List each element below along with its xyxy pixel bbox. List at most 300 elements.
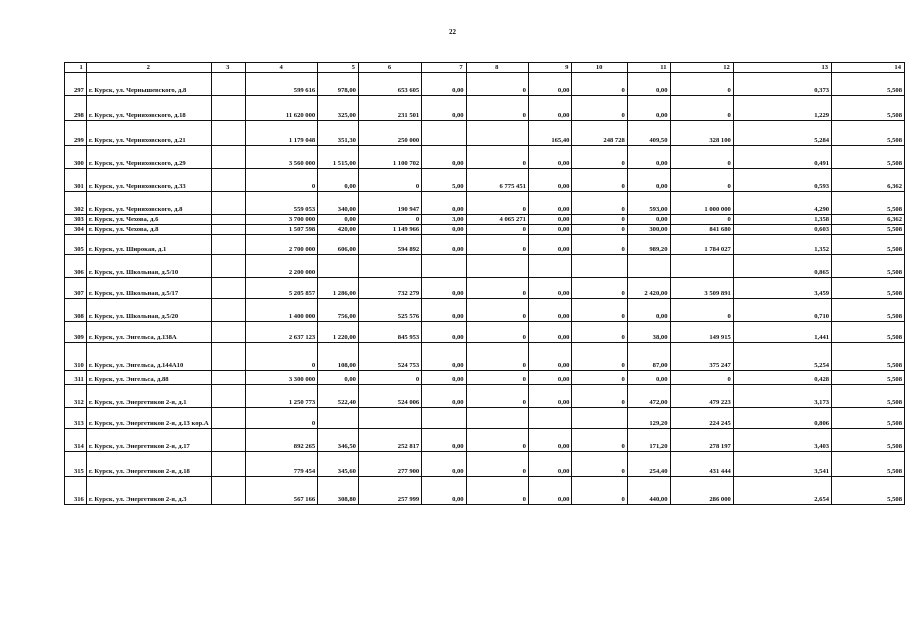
row-number-cell: 299 [65,121,87,146]
value-cell-c7: 0,00 [422,477,466,505]
value-cell-c13: 0,491 [733,146,831,169]
value-cell-c10: 0 [572,192,627,215]
value-cell-c3 [211,477,245,505]
table-row [65,477,905,505]
value-cell-c13: 0,593 [733,169,831,192]
value-cell-c7: 0,00 [422,192,466,215]
value-cell-c14: 5,508 [832,278,905,299]
value-cell-c8: 0 [466,73,528,96]
value-cell-c4: 2 637 123 [246,322,318,343]
value-cell-c11: 254,40 [627,452,670,477]
address-cell: г. Курск, ул. Энергетиков 2-я, д.17 [86,429,211,452]
value-cell-c12: 0 [670,96,733,121]
value-cell-c9: 0,00 [528,73,572,96]
value-cell-c10: 0 [572,146,627,169]
value-cell-c4: 5 205 857 [246,278,318,299]
value-cell-c4: 779 454 [246,452,318,477]
value-cell-c10: 0 [572,322,627,343]
value-cell-c3 [211,225,245,235]
value-cell-c14: 5,508 [832,146,905,169]
table-row [65,121,905,146]
address-cell: г. Курск, ул. Черняховского, д.29 [86,146,211,169]
value-cell-c8: 0 [466,278,528,299]
value-cell-c12: 3 509 891 [670,278,733,299]
value-cell-c14: 5,508 [832,299,905,322]
value-cell-c3 [211,192,245,215]
value-cell-c6: 250 000 [358,121,421,146]
value-cell-c10: 0 [572,385,627,408]
value-cell-c13: 4,290 [733,192,831,215]
value-cell-c3 [211,452,245,477]
value-cell-c4: 0 [246,408,318,429]
value-cell-c8: 0 [466,322,528,343]
value-cell-c13: 1,358 [733,215,831,225]
value-cell-c5: 308,80 [318,477,359,505]
value-cell-c9 [528,408,572,429]
table-row [65,225,905,235]
value-cell-c8: 0 [466,429,528,452]
value-cell-c11: 129,20 [627,408,670,429]
column-header: 3 [211,63,245,73]
value-cell-c10: 0 [572,73,627,96]
value-cell-c11: 0,00 [627,96,670,121]
value-cell-c12: 278 197 [670,429,733,452]
value-cell-c8 [466,408,528,429]
value-cell-c10: 0 [572,452,627,477]
value-cell-c6: 732 279 [358,278,421,299]
value-cell-c12 [670,255,733,278]
value-cell-c5: 340,00 [318,192,359,215]
value-cell-c6: 257 999 [358,477,421,505]
value-cell-c12: 1 784 027 [670,235,733,255]
value-cell-c9: 165,40 [528,121,572,146]
value-cell-c7: 0,00 [422,225,466,235]
row-number-cell: 310 [65,343,87,371]
row-number-cell: 309 [65,322,87,343]
value-cell-c11: 0,00 [627,169,670,192]
value-cell-c5: 0,00 [318,215,359,225]
value-cell-c6 [358,408,421,429]
value-cell-c8: 0 [466,225,528,235]
table-row [65,215,905,225]
data-table [64,62,905,505]
value-cell-c13: 0,373 [733,73,831,96]
value-cell-c9: 0,00 [528,371,572,385]
value-cell-c4: 3 560 000 [246,146,318,169]
value-cell-c5: 606,00 [318,235,359,255]
column-header: 13 [733,63,831,73]
value-cell-c9: 0,00 [528,385,572,408]
value-cell-c11: 593,00 [627,192,670,215]
value-cell-c5: 1 286,00 [318,278,359,299]
value-cell-c12: 149 915 [670,322,733,343]
value-cell-c12: 431 444 [670,452,733,477]
value-cell-c13: 0,806 [733,408,831,429]
value-cell-c14: 5,508 [832,255,905,278]
row-number-cell: 302 [65,192,87,215]
address-cell: г. Курск, ул. Энергетиков 2-я, д.13 кор.А [86,408,211,429]
value-cell-c3 [211,121,245,146]
value-cell-c4: 3 300 000 [246,371,318,385]
value-cell-c8: 0 [466,477,528,505]
value-cell-c3 [211,169,245,192]
address-cell: г. Курск, ул. Черняховского, д.18 [86,96,211,121]
value-cell-c7: 0,00 [422,96,466,121]
value-cell-c13: 0,603 [733,225,831,235]
value-cell-c8 [466,121,528,146]
value-cell-c5 [318,255,359,278]
address-cell: г. Курск, ул. Школьная, д.5/10 [86,255,211,278]
address-cell: г. Курск, ул. Черняховского, д.33 [86,169,211,192]
value-cell-c14: 5,508 [832,96,905,121]
value-cell-c4: 1 400 000 [246,299,318,322]
value-cell-c8: 0 [466,192,528,215]
value-cell-c13: 1,352 [733,235,831,255]
address-cell: г. Курск, ул. Энгельса, д.88 [86,371,211,385]
value-cell-c6 [358,255,421,278]
value-cell-c12: 0 [670,215,733,225]
value-cell-c4: 1 179 048 [246,121,318,146]
value-cell-c14: 5,508 [832,322,905,343]
value-cell-c8: 0 [466,96,528,121]
value-cell-c14: 5,508 [832,452,905,477]
table-row [65,146,905,169]
value-cell-c6: 231 501 [358,96,421,121]
value-cell-c10: 0 [572,299,627,322]
address-cell: г. Курск, ул. Школьная, д.5/20 [86,299,211,322]
column-header: 4 [246,63,318,73]
value-cell-c11 [627,255,670,278]
column-header: 6 [358,63,421,73]
table-row [65,192,905,215]
value-cell-c5: 1 515,00 [318,146,359,169]
value-cell-c10: 248 728 [572,121,627,146]
value-cell-c14: 6,362 [832,215,905,225]
value-cell-c12: 479 223 [670,385,733,408]
value-cell-c3 [211,96,245,121]
value-cell-c13: 3,173 [733,385,831,408]
value-cell-c3 [211,408,245,429]
value-cell-c11: 87,00 [627,343,670,371]
value-cell-c11: 440,00 [627,477,670,505]
value-cell-c12: 224 245 [670,408,733,429]
value-cell-c13: 0,428 [733,371,831,385]
value-cell-c7: 0,00 [422,322,466,343]
value-cell-c13: 0,865 [733,255,831,278]
value-cell-c4: 892 265 [246,429,318,452]
value-cell-c14: 5,508 [832,477,905,505]
table-row [65,322,905,343]
value-cell-c13: 3,541 [733,452,831,477]
value-cell-c5: 420,00 [318,225,359,235]
value-cell-c6: 525 576 [358,299,421,322]
row-number-cell: 311 [65,371,87,385]
table-row [65,255,905,278]
value-cell-c10: 0 [572,235,627,255]
value-cell-c11: 0,00 [627,146,670,169]
value-cell-c7: 0,00 [422,385,466,408]
value-cell-c5: 756,00 [318,299,359,322]
value-cell-c14: 5,508 [832,429,905,452]
value-cell-c4: 1 507 598 [246,225,318,235]
address-cell: г. Курск, ул. Энергетиков 2-я, д.1 [86,385,211,408]
value-cell-c7: 0,00 [422,371,466,385]
value-cell-c7: 0,00 [422,299,466,322]
value-cell-c7: 0,00 [422,452,466,477]
value-cell-c3 [211,299,245,322]
table-row [65,73,905,96]
address-cell: г. Курск, ул. Энгельса, д.144А10 [86,343,211,371]
value-cell-c7: 0,00 [422,73,466,96]
value-cell-c9: 0,00 [528,343,572,371]
value-cell-c9 [528,255,572,278]
value-cell-c14: 6,362 [832,169,905,192]
address-cell: г. Курск, ул. Широкая, д.1 [86,235,211,255]
header-row [65,63,905,73]
value-cell-c6: 653 605 [358,73,421,96]
column-header: 5 [318,63,359,73]
column-header: 8 [466,63,528,73]
table-row [65,169,905,192]
address-cell: г. Курск, ул. Черняховского, д.21 [86,121,211,146]
value-cell-c6: 190 947 [358,192,421,215]
value-cell-c6: 0 [358,371,421,385]
value-cell-c6: 524 753 [358,343,421,371]
value-cell-c11: 2 420,00 [627,278,670,299]
value-cell-c6: 845 953 [358,322,421,343]
value-cell-c6: 0 [358,169,421,192]
value-cell-c7: 5,00 [422,169,466,192]
value-cell-c4: 2 200 000 [246,255,318,278]
column-header: 10 [572,63,627,73]
value-cell-c6: 277 900 [358,452,421,477]
row-number-cell: 308 [65,299,87,322]
value-cell-c12: 328 100 [670,121,733,146]
value-cell-c5: 346,50 [318,429,359,452]
address-cell: г. Курск, ул. Школьная, д.5/17 [86,278,211,299]
value-cell-c8: 4 065 271 [466,215,528,225]
value-cell-c3 [211,322,245,343]
value-cell-c8: 0 [466,371,528,385]
value-cell-c11: 0,00 [627,215,670,225]
row-number-cell: 306 [65,255,87,278]
value-cell-c10: 0 [572,343,627,371]
value-cell-c13: 1,441 [733,322,831,343]
value-cell-c4: 1 250 773 [246,385,318,408]
value-cell-c13: 5,254 [733,343,831,371]
table-row [65,278,905,299]
value-cell-c10 [572,408,627,429]
value-cell-c11: 409,50 [627,121,670,146]
table-row [65,371,905,385]
value-cell-c9: 0,00 [528,452,572,477]
row-number-cell: 300 [65,146,87,169]
value-cell-c14: 5,508 [832,225,905,235]
value-cell-c9: 0,00 [528,169,572,192]
value-cell-c3 [211,146,245,169]
row-number-cell: 315 [65,452,87,477]
table-row [65,299,905,322]
value-cell-c11: 0,00 [627,371,670,385]
address-cell: г. Курск, ул. Черняховского, д.8 [86,192,211,215]
value-cell-c11: 472,00 [627,385,670,408]
value-cell-c11: 38,00 [627,322,670,343]
row-number-cell: 305 [65,235,87,255]
value-cell-c12: 286 000 [670,477,733,505]
value-cell-c10 [572,255,627,278]
value-cell-c13: 0,710 [733,299,831,322]
address-cell: г. Курск, ул. Чехова, д.8 [86,225,211,235]
value-cell-c7 [422,255,466,278]
address-cell: г. Курск, ул. Чернышевского, д.8 [86,73,211,96]
address-cell: г. Курск, ул. Чехова, д.6 [86,215,211,225]
value-cell-c5 [318,408,359,429]
value-cell-c8: 0 [466,385,528,408]
row-number-cell: 312 [65,385,87,408]
address-cell: г. Курск, ул. Энергетиков 2-я, д.3 [86,477,211,505]
value-cell-c3 [211,429,245,452]
value-cell-c7: 0,00 [422,343,466,371]
value-cell-c12: 0 [670,73,733,96]
value-cell-c5: 0,00 [318,371,359,385]
value-cell-c13: 3,403 [733,429,831,452]
value-cell-c3 [211,235,245,255]
value-cell-c10: 0 [572,278,627,299]
value-cell-c5: 108,00 [318,343,359,371]
column-header: 14 [832,63,905,73]
value-cell-c11: 300,00 [627,225,670,235]
value-cell-c3 [211,215,245,225]
value-cell-c14: 5,508 [832,192,905,215]
value-cell-c5: 1 220,00 [318,322,359,343]
page-number: 22 [449,28,456,36]
value-cell-c10: 0 [572,96,627,121]
value-cell-c6: 1 100 702 [358,146,421,169]
table-row [65,408,905,429]
value-cell-c7: 0,00 [422,278,466,299]
value-cell-c4: 559 053 [246,192,318,215]
value-cell-c4: 567 166 [246,477,318,505]
value-cell-c7: 0,00 [422,235,466,255]
value-cell-c11: 989,20 [627,235,670,255]
value-cell-c9: 0,00 [528,146,572,169]
value-cell-c4: 0 [246,169,318,192]
table-row [65,235,905,255]
value-cell-c10: 0 [572,169,627,192]
value-cell-c4: 3 700 000 [246,215,318,225]
value-cell-c12: 1 000 000 [670,192,733,215]
value-cell-c8: 6 775 451 [466,169,528,192]
value-cell-c4: 0 [246,343,318,371]
value-cell-c3 [211,73,245,96]
value-cell-c9: 0,00 [528,96,572,121]
value-cell-c12: 0 [670,299,733,322]
column-header: 9 [528,63,572,73]
value-cell-c6: 594 892 [358,235,421,255]
value-cell-c9: 0,00 [528,299,572,322]
value-cell-c14: 5,508 [832,408,905,429]
value-cell-c7 [422,408,466,429]
value-cell-c10: 0 [572,371,627,385]
column-header: 11 [627,63,670,73]
value-cell-c8: 0 [466,235,528,255]
value-cell-c9: 0,00 [528,322,572,343]
value-cell-c7: 0,00 [422,146,466,169]
value-cell-c8: 0 [466,299,528,322]
value-cell-c6: 524 006 [358,385,421,408]
column-header: 12 [670,63,733,73]
value-cell-c13: 1,229 [733,96,831,121]
value-cell-c6: 252 817 [358,429,421,452]
value-cell-c14: 5,508 [832,73,905,96]
value-cell-c8 [466,255,528,278]
value-cell-c8: 0 [466,452,528,477]
value-cell-c5: 522,40 [318,385,359,408]
row-number-cell: 316 [65,477,87,505]
row-number-cell: 297 [65,73,87,96]
column-header: 7 [422,63,466,73]
value-cell-c13: 5,284 [733,121,831,146]
value-cell-c9: 0,00 [528,235,572,255]
table-row [65,343,905,371]
value-cell-c9: 0,00 [528,192,572,215]
value-cell-c3 [211,278,245,299]
value-cell-c9: 0,00 [528,477,572,505]
value-cell-c3 [211,385,245,408]
value-cell-c10: 0 [572,225,627,235]
table-row [65,429,905,452]
row-number-cell: 304 [65,225,87,235]
column-header: 1 [65,63,87,73]
value-cell-c9: 0,00 [528,215,572,225]
value-cell-c5: 345,60 [318,452,359,477]
value-cell-c14: 5,508 [832,121,905,146]
value-cell-c8: 0 [466,343,528,371]
value-cell-c14: 5,508 [832,343,905,371]
value-cell-c14: 5,508 [832,385,905,408]
value-cell-c10: 0 [572,215,627,225]
value-cell-c7 [422,121,466,146]
value-cell-c3 [211,343,245,371]
value-cell-c5: 325,00 [318,96,359,121]
table-row [65,385,905,408]
value-cell-c5: 351,30 [318,121,359,146]
value-cell-c11: 0,00 [627,299,670,322]
value-cell-c14: 5,508 [832,235,905,255]
value-cell-c13: 2,654 [733,477,831,505]
value-cell-c9: 0,00 [528,278,572,299]
value-cell-c10: 0 [572,429,627,452]
value-cell-c4: 2 700 000 [246,235,318,255]
value-cell-c12: 0 [670,169,733,192]
row-number-cell: 314 [65,429,87,452]
value-cell-c5: 0,00 [318,169,359,192]
table-row [65,452,905,477]
value-cell-c12: 0 [670,146,733,169]
address-cell: г. Курск, ул. Энгельса, д.138А [86,322,211,343]
row-number-cell: 313 [65,408,87,429]
value-cell-c11: 171,20 [627,429,670,452]
value-cell-c6: 1 149 966 [358,225,421,235]
row-number-cell: 298 [65,96,87,121]
row-number-cell: 301 [65,169,87,192]
value-cell-c6: 0 [358,215,421,225]
value-cell-c11: 0,00 [627,73,670,96]
value-cell-c12: 0 [670,371,733,385]
value-cell-c7: 0,00 [422,429,466,452]
value-cell-c7: 3,00 [422,215,466,225]
value-cell-c4: 11 620 000 [246,96,318,121]
